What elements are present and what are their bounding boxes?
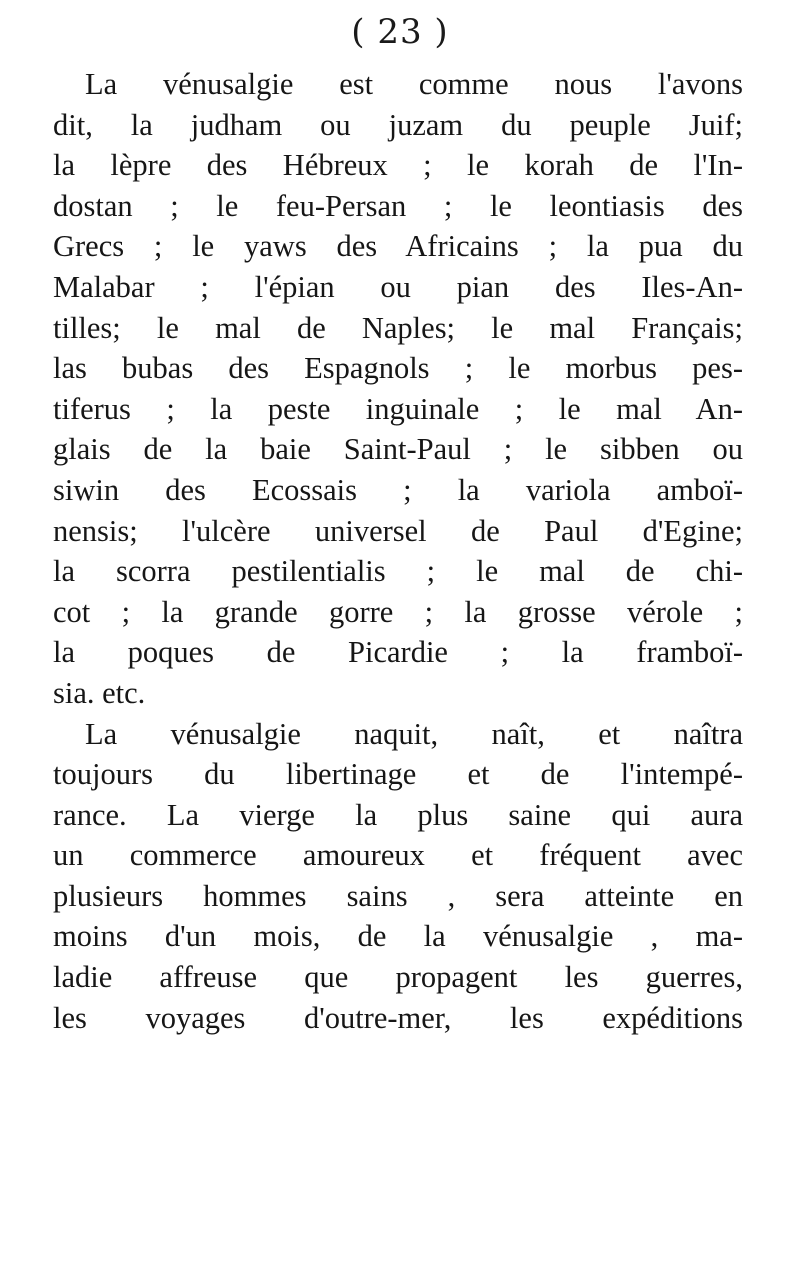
text-line: dostan ; le feu-Persan ; le leontiasis des	[53, 188, 743, 223]
text-line: Grecs ; le yaws des Africains ; la pua du	[53, 229, 743, 264]
page-number: ( 23 )	[351, 12, 449, 52]
text-line: sia. etc.	[53, 675, 146, 710]
text-line: tilles; le mal de Naples; le mal Français;	[53, 310, 743, 345]
text-line: cot ; la grande gorre ; la grosse vérole ;	[53, 594, 743, 629]
text-line: plusieurs hommes sains , sera atteinte en	[53, 878, 743, 913]
text-line: ladie affreuse que propagent les guerres,	[53, 960, 743, 995]
text-line: Malabar ; l'épian ou pian des Iles-An-	[53, 269, 743, 304]
text-line: un commerce amoureux et fréquent avec	[53, 838, 743, 873]
text-line: moins d'un mois, de la vénusalgie , ma-	[53, 919, 743, 954]
text-line: glais de la baie Saint-Paul ; le sibben ou	[53, 432, 743, 467]
text-line: siwin des Ecossais ; la variola amboï-	[53, 472, 743, 507]
text-line: las bubas des Espagnols ; le morbus pes-	[53, 351, 743, 386]
text-line: toujours du libertinage et de l'intempé-	[53, 757, 743, 792]
text-line: la scorra pestilentialis ; le mal de chi-	[53, 554, 743, 589]
text-line: la poques de Picardie ; la framboï-	[53, 635, 743, 670]
text-line: La vénusalgie naquit, naît, et naîtra	[85, 716, 743, 751]
text-line: les voyages d'outre-mer, les expéditions	[53, 1000, 743, 1035]
text-line: rance. La vierge la plus saine qui aura	[53, 797, 743, 832]
body-text	[53, 64, 743, 1038]
text-line: nensis; l'ulcère universel de Paul d'Egine;	[53, 513, 743, 548]
text-line: dit, la judham ou juzam du peuple Juif;	[53, 107, 743, 142]
text-line: tiferus ; la peste inguinale ; le mal An-	[53, 391, 743, 426]
text-line: La vénusalgie est comme nous l'avons	[85, 67, 743, 101]
text-line: la lèpre des Hébreux ; le korah de l'In-	[53, 148, 743, 183]
